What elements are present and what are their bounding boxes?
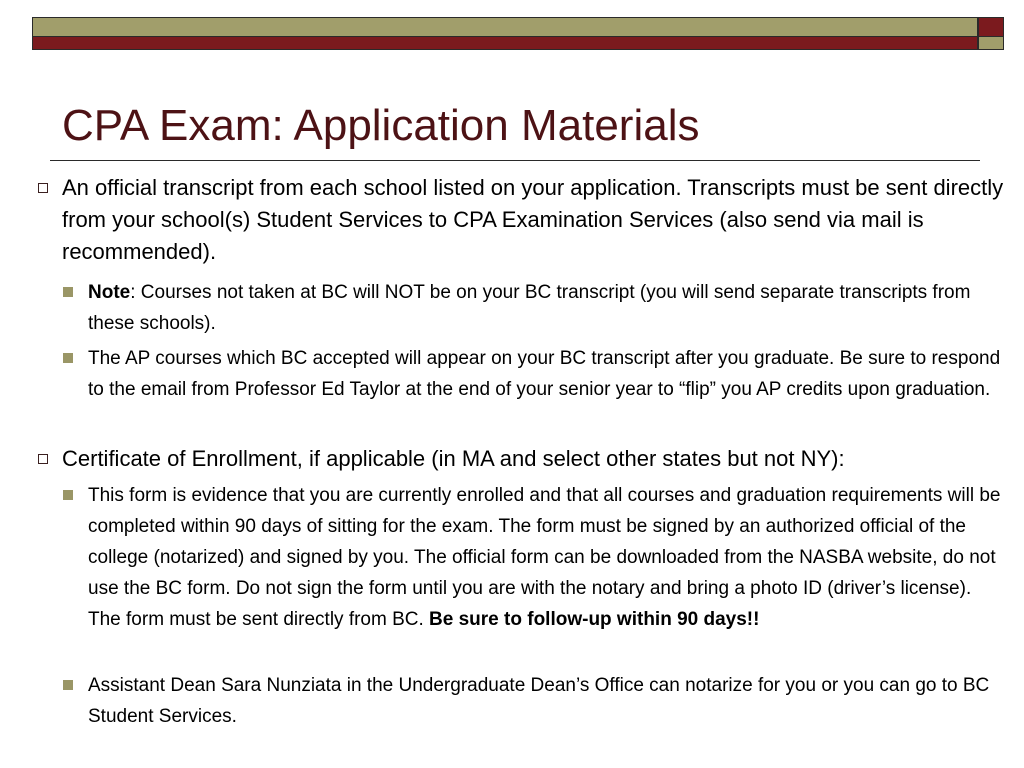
bullet-item-certificate — [62, 443, 1007, 475]
sub-bullet-text: The AP courses which BC accepted will appear on your BC transcript after you graduate. Be sure to respond to the email from Professor Ed Taylor at the end of your senior year to “flip” you AP credits upon graduation. — [88, 348, 1001, 400]
filled-square-bullet-icon — [63, 287, 73, 297]
header-corner-olive — [978, 37, 1004, 50]
follow-up-emphasis: Be sure to follow-up within 90 days!! — [429, 609, 760, 630]
sub-bullet-text: : Courses not taken at BC will NOT be on your BC transcript (you will send separate transcripts from these schools). — [88, 282, 971, 334]
header-corner-maroon — [978, 17, 1004, 37]
header-band-maroon — [32, 37, 978, 50]
hollow-square-bullet-icon — [38, 454, 48, 464]
filled-square-bullet-icon — [63, 680, 73, 690]
hollow-square-bullet-icon — [38, 183, 48, 193]
sub-bullet-text: Assistant Dean Sara Nunziata in the Undergraduate Dean’s Office can notarize for you or you can go to BC Student Services. — [88, 675, 990, 727]
sub-bullet-item-note — [88, 277, 1008, 339]
bullet-text: Certificate of Enrollment, if applicable (in MA and select other states but not NY): — [62, 446, 845, 471]
filled-square-bullet-icon — [63, 490, 73, 500]
sub-bullet-text: This form is evidence that you are currently enrolled and that all courses and graduation requirements will be completed within 90 days of sitting for the exam. The form must be signed by an authorized official of the college (notarized) and signed by you. The official form can be downloaded from the NASBA website, do not use the BC form. Do not sign the form until you are with the notary and bring a photo ID (driver’s license). The form must be sent directly from BC. — [88, 485, 1001, 630]
bullet-text: An official transcript from each school listed on your application. Transcripts must be sent directly from your school(s) Student Services to CPA Examination Services (also send via mail is recommended). — [62, 175, 1004, 264]
sub-bullet-item-form-evidence — [88, 480, 1008, 635]
bullet-item-transcript — [62, 172, 1007, 268]
note-label: Note — [88, 282, 131, 303]
filled-square-bullet-icon — [63, 353, 73, 363]
sub-bullet-item-notary — [88, 670, 1008, 732]
slide-title: CPA Exam: Application Materials — [62, 101, 700, 150]
title-divider — [50, 160, 980, 161]
sub-bullet-item-ap-courses — [88, 343, 1008, 405]
header-band-olive — [32, 17, 978, 37]
